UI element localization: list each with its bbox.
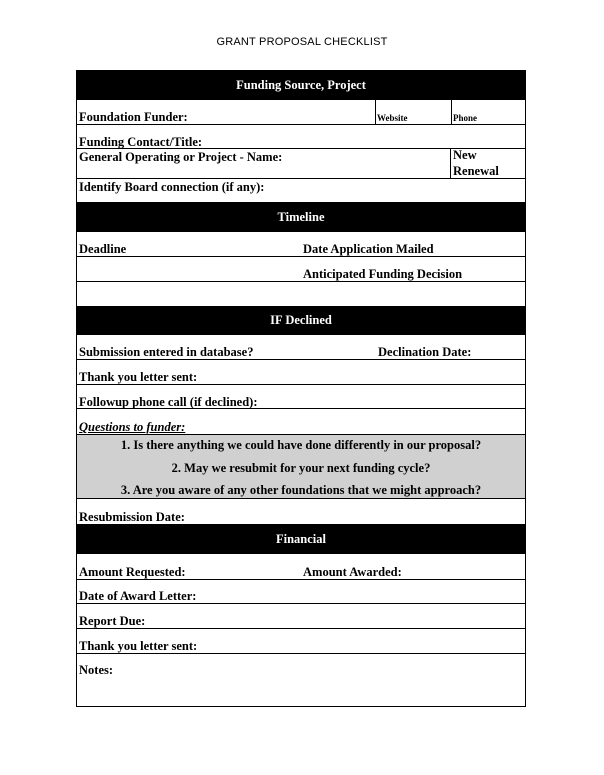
funding-contact-label: Funding Contact/Title: bbox=[79, 135, 203, 149]
divider bbox=[375, 100, 376, 124]
question-item: 3. Are you aware of any other foundations that we might approach? bbox=[120, 483, 482, 497]
anticipated-decision-label: Anticipated Funding Decision bbox=[303, 267, 463, 281]
award-letter-label: Date of Award Letter: bbox=[79, 589, 197, 603]
row-divider bbox=[77, 498, 525, 499]
row-divider bbox=[77, 281, 525, 282]
question-item: 2. May we resubmit for your next funding cycle? bbox=[171, 461, 431, 475]
renewal-label: Renewal bbox=[453, 164, 499, 178]
phone-label: Phone bbox=[453, 113, 478, 123]
row-divider bbox=[77, 359, 525, 360]
row-divider bbox=[77, 603, 525, 604]
report-due-label: Report Due: bbox=[79, 614, 146, 628]
row-divider bbox=[77, 653, 525, 654]
divider bbox=[450, 148, 451, 178]
page-title: GRANT PROPOSAL CHECKLIST bbox=[216, 36, 388, 48]
funding-source-header: Funding Source, Project bbox=[77, 71, 525, 100]
notes-label: Notes: bbox=[79, 663, 114, 677]
amount-awarded-label: Amount Awarded: bbox=[303, 565, 402, 579]
timeline-header: Timeline bbox=[77, 202, 525, 232]
foundation-funder-label: Foundation Funder: bbox=[79, 110, 188, 124]
new-label: New bbox=[453, 148, 477, 162]
financial-header: Financial bbox=[77, 524, 525, 554]
deadline-label: Deadline bbox=[79, 242, 127, 256]
row-divider bbox=[77, 178, 525, 179]
submission-entered-label: Submission entered in database? bbox=[79, 345, 254, 359]
resubmission-date-label: Resubmission Date: bbox=[79, 510, 185, 524]
if-declined-header: IF Declined bbox=[77, 306, 525, 335]
general-operating-label: General Operating or Project - Name: bbox=[79, 150, 283, 164]
amount-requested-label: Amount Requested: bbox=[79, 565, 186, 579]
divider bbox=[451, 100, 452, 124]
board-connection-label: Identify Board connection (if any): bbox=[79, 180, 265, 194]
row-divider bbox=[77, 384, 525, 385]
thank-you-letter-label: Thank you letter sent: bbox=[79, 639, 198, 653]
website-label: Website bbox=[377, 113, 408, 123]
row-divider bbox=[77, 434, 525, 435]
row-divider bbox=[77, 148, 450, 149]
checklist-form bbox=[76, 70, 526, 707]
date-mailed-label: Date Application Mailed bbox=[303, 242, 434, 256]
row-divider bbox=[77, 579, 525, 580]
question-item: 1. Is there anything we could have done differently in our proposal? bbox=[120, 438, 482, 452]
thank-you-letter-label: Thank you letter sent: bbox=[79, 370, 198, 384]
row-divider bbox=[77, 408, 525, 409]
questions-label: Questions to funder: bbox=[79, 420, 186, 434]
row-divider bbox=[77, 256, 525, 257]
row-divider bbox=[77, 124, 525, 125]
declination-date-label: Declination Date: bbox=[378, 345, 472, 359]
row-divider bbox=[77, 628, 525, 629]
followup-call-label: Followup phone call (if declined): bbox=[79, 395, 258, 409]
